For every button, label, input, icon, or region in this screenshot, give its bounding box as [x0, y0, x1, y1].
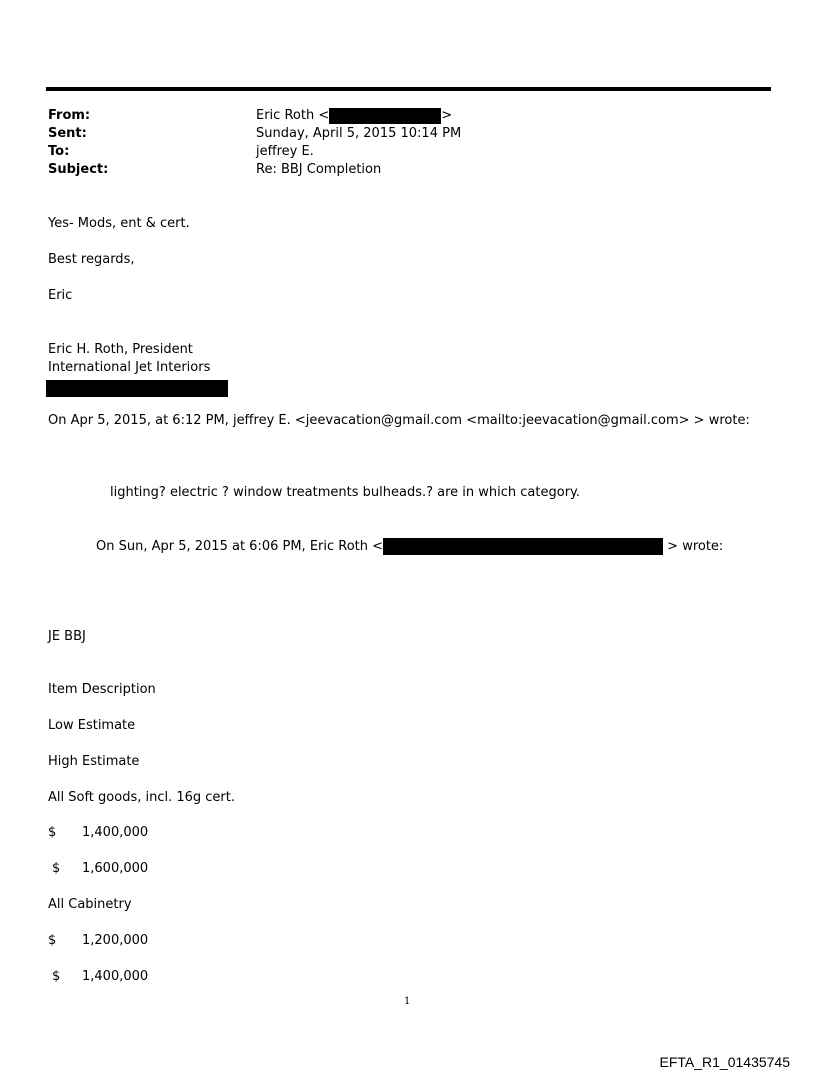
sent-label: Sent:: [48, 126, 87, 141]
redaction-box: [329, 108, 441, 124]
quote2-suffix: > wrote:: [663, 539, 724, 554]
column-low-estimate: Low Estimate: [48, 718, 136, 733]
signature-company: International Jet Interiors: [48, 360, 211, 375]
row2-item: All Cabinetry: [48, 897, 132, 912]
quote1-header: On Apr 5, 2015, at 6:12 PM, jeffrey E. <jeevacation@gmail.com <mailto:jeevacation@gmail.com> > wrote:: [48, 413, 750, 428]
quote2-prefix: On Sun, Apr 5, 2015 at 6:06 PM, Eric Roth <: [96, 539, 384, 554]
row2-high-value: 1,400,000: [82, 969, 149, 984]
header-rule: [46, 87, 771, 91]
row1-high-value: 1,600,000: [82, 861, 149, 876]
row2-low-value: 1,200,000: [82, 933, 149, 948]
body-line-3: Eric: [48, 288, 73, 303]
to-label: To:: [48, 144, 70, 159]
quote2-header: [96, 538, 723, 556]
row2-low-currency: $: [48, 933, 57, 948]
row1-high-currency: $: [52, 861, 61, 876]
sent-value: Sunday, April 5, 2015 10:14 PM: [256, 126, 462, 141]
body-line-2: Best regards,: [48, 252, 135, 267]
page-number: 1: [404, 996, 411, 1007]
from-label: From:: [48, 108, 91, 123]
from-value: [256, 107, 452, 125]
row1-low-currency: $: [48, 825, 57, 840]
row2-high-currency: $: [52, 969, 61, 984]
redaction-box: [46, 380, 228, 397]
body-line-1: Yes- Mods, ent & cert.: [48, 216, 190, 231]
from-name: Eric Roth <: [256, 108, 330, 123]
column-high-estimate: High Estimate: [48, 754, 140, 769]
subject-value: Re: BBJ Completion: [256, 162, 382, 177]
from-close: >: [441, 108, 453, 123]
signature-name: Eric H. Roth, President: [48, 342, 193, 357]
subject-label: Subject:: [48, 162, 109, 177]
to-value: jeffrey E.: [256, 144, 314, 159]
column-item-description: Item Description: [48, 682, 156, 697]
redaction-box: [383, 538, 663, 555]
document-id: EFTA_R1_01435745: [659, 1054, 790, 1070]
quote1-text: lighting? electric ? window treatments bulheads.? are in which category.: [110, 485, 581, 500]
table-title: JE BBJ: [48, 629, 86, 644]
row1-low-value: 1,400,000: [82, 825, 149, 840]
row1-item: All Soft goods, incl. 16g cert.: [48, 790, 236, 805]
